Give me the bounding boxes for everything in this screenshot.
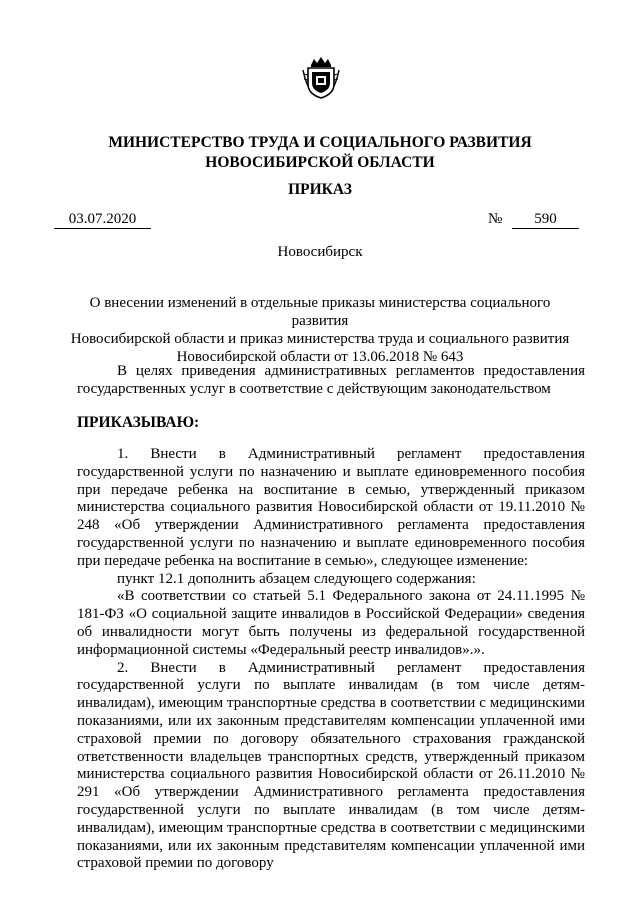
number-sign: № [488,211,503,227]
document-title [66,294,574,366]
authority-line-2: НОВОСИБИРСКОЙ ОБЛАСТИ [205,154,435,171]
paragraph-2: пункт 12.1 дополнить абзацем следующего содержания: [117,570,476,587]
issue-city: Новосибирск [277,244,363,260]
paragraph-4: 2. Внести в Административный регламент предоставления государственной услуги по выплате инвалидам (в том числе детям-инвалидам), имеющим транспортные средства в соответствии с медицинскими показаниями, или их законным представителям компенсации уплаченной ими страховой премии по договору обязательного страхования гражданской ответственности владельцев транспортных средств, утвержденный приказом министерства социального развития Новосибирской области от 26.11.2010 № 291 «Об утверждении Административного регламента предоставления государственной услуги по выплате инвалидам (в том числе детям-инвалидам), имеющим транспортные средства в соответствии с медицинскими показаниями, или их законным представителям компенсации уплаченной ими страховой премии по договору [77,659,585,872]
issuing-authority [0,133,640,173]
paragraph-3: «В соответствии со статьей 5.1 Федерального закона от 24.11.1995 № 181-ФЗ «О социальной защите инвалидов в Российской Федерации» сведения об инвалидности могут быть получены из федеральной государственной информационной системы «Федеральный реестр инвалидов».». [77,588,585,658]
order-body [77,446,585,873]
title-line-3: Новосибирской области от 13.06.2018 № 643 [176,349,464,365]
document-number: 590 [512,211,579,229]
document-date: 03.07.2020 [54,211,151,229]
coat-of-arms-icon [302,56,340,100]
title-line-2: Новосибирской области и приказ министерства труда и социального развития [70,331,570,347]
title-line-1: О внесении изменений в отдельные приказы министерства социального развития [89,295,551,329]
paragraph-1: 1. Внести в Административный регламент предоставления государственной услуги по назначению и выплате единовременного пособия при передаче ребенка на воспитание в семью, утвержденный приказом министерства социального развития Новосибирской области от 19.11.2010 № 248 «Об утверждении Административного регламента предоставления государственной услуги по назначению и выплате единовременного пособия при передаче ребенка на воспитание в семью», следующее изменение: [77,446,585,569]
authority-line-1: МИНИСТЕРСТВО ТРУДА И СОЦИАЛЬНОГО РАЗВИТИЯ [108,134,532,151]
order-heading: ПРИКАЗЫВАЮ: [77,414,200,431]
preamble: В целях приведения административных регламентов предоставления государственных услуг в соответствие с действующим законодательством [77,363,585,397]
document-type: ПРИКАЗ [288,181,352,198]
